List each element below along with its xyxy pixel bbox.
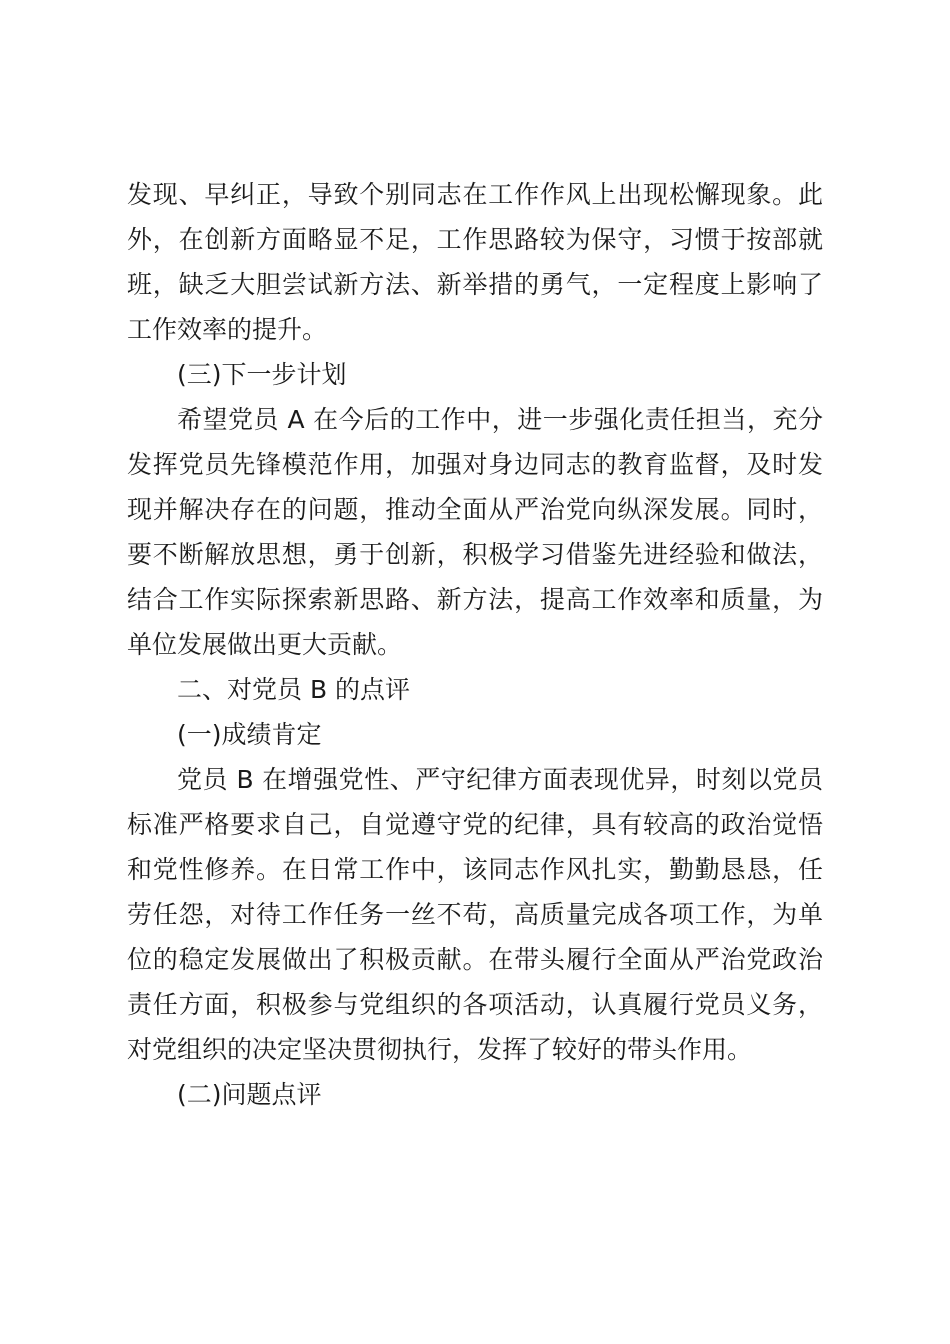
heading-problems-b: (二)问题点评 [177, 1080, 322, 1109]
heading-achievements-b: (一)成绩肯定 [177, 720, 322, 749]
document-page [127, 172, 823, 1117]
heading-member-b: 二、对党员 B 的点评 [177, 675, 411, 704]
paragraph-next-plan-a: 希望党员 A 在今后的工作中，进一步强化责任担当，充分发挥党员先锋模范作用，加强对身边同志的教育监督，及时发现并解决存在的问题，推动全面从严治党向纵深发展。同时，要不断解放思想，勇于创新，积极学习借鉴先进经验和做法，结合工作实际探索新思路、新方法，提高工作效率和质量，为单位发展做出更大贡献。 [127, 405, 823, 659]
paragraph-continuation-problems-a: 发现、早纠正，导致个别同志在工作作风上出现松懈现象。此外，在创新方面略显不足，工作思路较为保守，习惯于按部就班，缺乏大胆尝试新方法、新举措的勇气，一定程度上影响了工作效率的提升。 [127, 180, 823, 344]
paragraph-achievements-b: 党员 B 在增强党性、严守纪律方面表现优异，时刻以党员标准严格要求自己，自觉遵守党的纪律，具有较高的政治觉悟和党性修养。在日常工作中，该同志作风扎实，勤勤恳恳，任劳任怨，对待工作任务一丝不苟，高质量完成各项工作，为单位的稳定发展做出了积极贡献。在带头履行全面从严治党政治责任方面，积极参与党组织的各项活动，认真履行党员义务，对党组织的决定坚决贯彻执行，发挥了较好的带头作用。 [127, 765, 823, 1064]
heading-next-plan-a: (三)下一步计划 [177, 360, 347, 389]
